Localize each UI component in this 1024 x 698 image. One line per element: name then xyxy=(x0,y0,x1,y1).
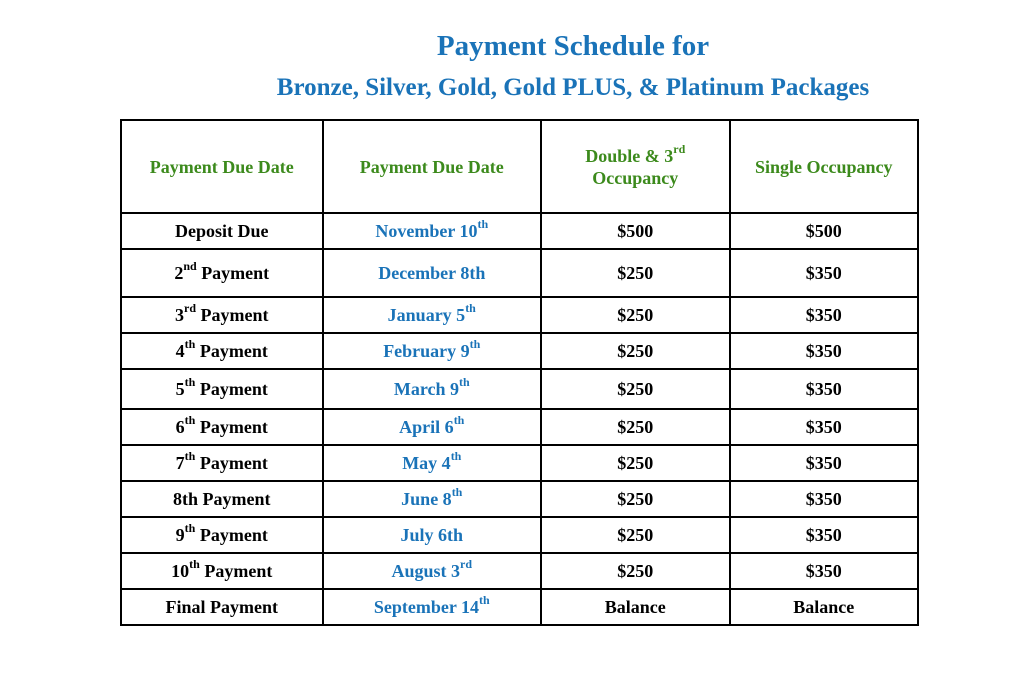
table-row xyxy=(121,297,918,333)
payment-label: 6 xyxy=(175,417,185,437)
double-occupancy-amount xyxy=(541,481,729,517)
table-row xyxy=(121,369,918,409)
double-amount: $250 xyxy=(617,489,654,509)
single-occupancy-amount xyxy=(730,481,918,517)
single-amount: $350 xyxy=(805,561,842,581)
payment-label-rest: Payment xyxy=(196,305,269,325)
double-amount: $500 xyxy=(617,221,654,241)
table-row xyxy=(121,589,918,625)
header-double-main: Double & 3 xyxy=(585,145,674,166)
double-amount: $250 xyxy=(617,525,654,545)
due-date: January 5 xyxy=(387,305,466,325)
due-date-sup: th xyxy=(469,337,481,351)
header-double-line2: Occupancy xyxy=(592,167,679,188)
due-date: August 3 xyxy=(391,561,461,581)
payment-label-rest: Payment xyxy=(199,561,273,581)
due-date: March 9 xyxy=(393,379,460,399)
single-amount: $350 xyxy=(805,341,842,361)
double-amount: $250 xyxy=(617,263,654,283)
table-body xyxy=(121,213,918,625)
payment-label-cell xyxy=(121,369,323,409)
single-occupancy-amount xyxy=(730,409,918,445)
single-occupancy-amount xyxy=(730,445,918,481)
header-single-occupancy: Single Occupancy xyxy=(730,120,918,213)
double-occupancy-amount xyxy=(541,445,729,481)
single-amount: $350 xyxy=(805,453,842,473)
table-row xyxy=(121,553,918,589)
due-date: July 6th xyxy=(400,525,464,545)
payment-label-sup: th xyxy=(184,375,196,389)
payment-label-rest: Payment xyxy=(195,525,268,545)
due-date-cell xyxy=(323,445,542,481)
single-occupancy-amount xyxy=(730,369,918,409)
single-amount: $350 xyxy=(805,417,842,437)
double-occupancy-amount xyxy=(541,369,729,409)
due-date: December 8th xyxy=(378,263,486,283)
page-subtitle: Bronze, Silver, Gold, Gold PLUS, & Platinum Packages xyxy=(276,74,870,101)
due-date-sup: rd xyxy=(460,557,473,571)
table-row xyxy=(121,445,918,481)
double-occupancy-amount xyxy=(541,517,729,553)
payment-label-rest: Payment xyxy=(196,263,270,283)
due-date: April 6 xyxy=(399,417,454,437)
due-date-cell xyxy=(323,409,542,445)
due-date-cell xyxy=(323,297,542,333)
payment-label: Final Payment xyxy=(165,597,278,617)
payment-label-rest: Payment xyxy=(195,379,268,399)
due-date-sup: th xyxy=(459,375,470,389)
header-payment-due-date-1: Payment Due Date xyxy=(121,120,323,213)
payment-label: 4 xyxy=(175,341,185,361)
payment-label-cell xyxy=(121,297,323,333)
due-date-cell xyxy=(323,517,542,553)
payment-label-sup: th xyxy=(189,557,200,571)
single-occupancy-amount xyxy=(730,333,918,369)
table-row xyxy=(121,333,918,369)
payment-label-rest: Payment xyxy=(195,341,268,361)
payment-label: 5 xyxy=(175,379,185,399)
payment-label: 3 xyxy=(175,305,184,325)
payment-label: Deposit Due xyxy=(175,221,269,241)
table-header-row xyxy=(121,120,918,213)
payment-label-sup: th xyxy=(184,413,196,427)
double-occupancy-amount xyxy=(541,333,729,369)
due-date: November 10 xyxy=(375,221,478,241)
single-amount: $350 xyxy=(805,489,842,509)
payment-label-sup: th xyxy=(184,337,196,351)
double-occupancy-amount xyxy=(541,409,729,445)
due-date-cell xyxy=(323,589,542,625)
double-amount: $250 xyxy=(617,379,654,399)
payment-label-cell xyxy=(121,589,323,625)
single-amount: $350 xyxy=(805,525,842,545)
single-occupancy-amount xyxy=(730,517,918,553)
due-date-cell xyxy=(323,481,542,517)
due-date-cell xyxy=(323,333,542,369)
due-date-cell xyxy=(323,249,542,297)
single-occupancy-amount xyxy=(730,589,918,625)
due-date: May 4 xyxy=(402,453,451,473)
page-title: Payment Schedule for xyxy=(436,30,710,62)
due-date: February 9 xyxy=(383,341,470,361)
double-occupancy-amount xyxy=(541,213,729,249)
double-amount: Balance xyxy=(604,597,666,617)
payment-label-sup: th xyxy=(184,521,196,535)
due-date-cell xyxy=(323,369,542,409)
payment-label-rest: Payment xyxy=(195,453,268,473)
single-occupancy-amount xyxy=(730,553,918,589)
payment-label-cell xyxy=(121,409,323,445)
payment-schedule-table xyxy=(120,119,919,626)
due-date-sup: th xyxy=(450,449,462,463)
double-amount: $250 xyxy=(617,453,654,473)
single-occupancy-amount xyxy=(730,213,918,249)
payment-label-rest: Payment xyxy=(195,417,268,437)
table-row xyxy=(121,249,918,297)
table-row xyxy=(121,517,918,553)
header-double-occupancy xyxy=(541,120,729,213)
single-amount: $350 xyxy=(805,379,842,399)
table-row xyxy=(121,481,918,517)
payment-label-sup: nd xyxy=(183,259,197,273)
double-amount: $250 xyxy=(617,417,654,437)
double-occupancy-amount xyxy=(541,249,729,297)
payment-label: 9 xyxy=(175,525,185,545)
due-date: June 8 xyxy=(401,489,452,509)
payment-label-cell xyxy=(121,445,323,481)
double-amount: $250 xyxy=(617,305,654,325)
due-date-sup: th xyxy=(465,301,476,315)
due-date-sup: th xyxy=(453,413,465,427)
double-occupancy-amount xyxy=(541,297,729,333)
payment-label-cell xyxy=(121,333,323,369)
single-amount: $350 xyxy=(805,305,842,325)
double-amount: $250 xyxy=(617,341,654,361)
double-occupancy-amount xyxy=(541,553,729,589)
payment-label-sup: rd xyxy=(184,301,196,315)
due-date: September 14 xyxy=(373,597,480,617)
due-date-sup: th xyxy=(477,217,489,231)
single-occupancy-amount xyxy=(730,249,918,297)
table-row xyxy=(121,213,918,249)
payment-label: 8th Payment xyxy=(173,489,271,509)
payment-label-cell xyxy=(121,553,323,589)
header-double-sup: rd xyxy=(673,141,686,156)
payment-label: 10 xyxy=(171,561,190,581)
header-payment-due-date-2: Payment Due Date xyxy=(323,120,542,213)
payment-label: 2 xyxy=(174,263,184,283)
table-row xyxy=(121,409,918,445)
double-occupancy-amount xyxy=(541,589,729,625)
due-date-cell xyxy=(323,553,542,589)
payment-label: 7 xyxy=(175,453,185,473)
payment-label-cell xyxy=(121,213,323,249)
single-amount: $350 xyxy=(805,263,842,283)
single-amount: Balance xyxy=(793,597,855,617)
due-date-cell xyxy=(323,213,542,249)
due-date-sup: th xyxy=(451,485,463,499)
payment-label-sup: th xyxy=(184,449,196,463)
payment-label-cell xyxy=(121,481,323,517)
due-date-sup: th xyxy=(479,593,490,607)
single-amount: $500 xyxy=(805,221,842,241)
payment-label-cell xyxy=(121,249,323,297)
payment-label-cell xyxy=(121,517,323,553)
double-amount: $250 xyxy=(617,561,654,581)
single-occupancy-amount xyxy=(730,297,918,333)
